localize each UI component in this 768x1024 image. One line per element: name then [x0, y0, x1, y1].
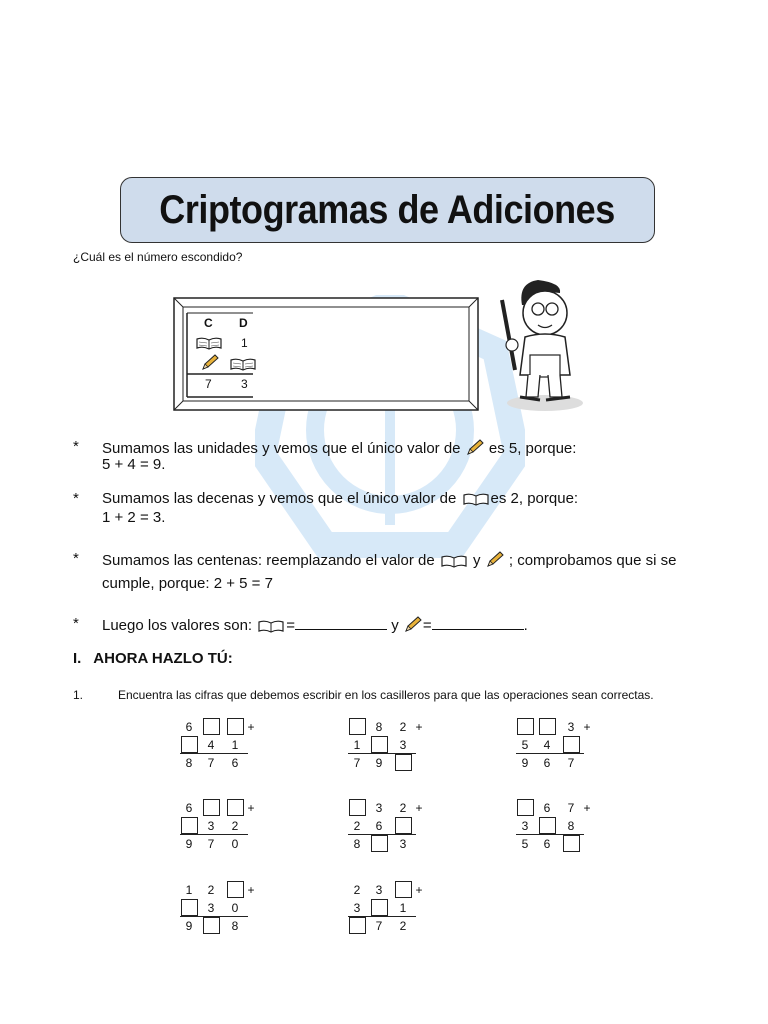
sum-line — [180, 916, 248, 917]
digit: 6 — [375, 819, 383, 833]
column-d-label: D — [239, 316, 248, 330]
bullet: * — [73, 490, 79, 507]
digit: 3 — [207, 901, 215, 915]
answer-blank-pencil[interactable] — [432, 615, 524, 630]
digit: 8 — [375, 720, 383, 734]
digit-box[interactable] — [227, 881, 244, 898]
addition-problem-8 — [348, 883, 438, 945]
digit: 2 — [399, 919, 407, 933]
item4-text: Luego los valores son: — [102, 617, 253, 634]
instruction-number: 1. — [73, 688, 84, 702]
digit-box[interactable] — [203, 917, 220, 934]
item4-period: . — [523, 617, 528, 634]
digit: 5 — [521, 738, 529, 752]
digit: 7 — [567, 801, 575, 815]
digit: 3 — [521, 819, 529, 833]
digit: 6 — [231, 756, 239, 770]
answer-blank-book[interactable] — [295, 615, 387, 630]
explanation-item-3 — [102, 550, 676, 569]
title-banner — [120, 177, 655, 243]
digit: 9 — [185, 919, 193, 933]
addition-problem-7 — [180, 883, 270, 945]
instruction-text: Encuentra las cifras que debemos escribir en los casilleros para que las operaciones sean correctas. — [118, 688, 654, 702]
sum-line — [348, 753, 416, 754]
digit: 7 — [207, 756, 215, 770]
pencil-icon — [200, 353, 220, 371]
digit-box[interactable] — [181, 736, 198, 753]
column-c-label: C — [204, 316, 213, 330]
item4-eq2: = — [422, 617, 432, 634]
digit-box[interactable] — [349, 718, 366, 735]
section-heading: I. AHORA HAZLO TÚ: — [73, 650, 233, 667]
digit: 4 — [543, 738, 551, 752]
item3-y: y — [473, 552, 481, 569]
digit: 9 — [521, 756, 529, 770]
digit: 4 — [207, 738, 215, 752]
digit-box[interactable] — [539, 718, 556, 735]
page-title: Criptogramas de Adiciones — [159, 187, 616, 232]
plus-sign: + — [415, 801, 423, 815]
pencil-icon — [465, 438, 485, 456]
result-c-digit: 7 — [205, 377, 212, 391]
sum-line — [348, 916, 416, 917]
digit: 0 — [231, 837, 239, 851]
row1-d-digit: 1 — [241, 336, 248, 350]
plus-sign: + — [247, 720, 255, 734]
plus-sign: + — [583, 720, 591, 734]
plus-sign: + — [415, 883, 423, 897]
question-text: ¿Cuál es el número escondido? — [73, 250, 243, 264]
digit-box[interactable] — [563, 736, 580, 753]
digit: 1 — [353, 738, 361, 752]
digit-box[interactable] — [371, 835, 388, 852]
bullet: * — [73, 615, 79, 632]
addition-problem-2 — [348, 720, 438, 782]
addition-problem-5 — [348, 801, 438, 863]
digit: 8 — [353, 837, 361, 851]
sum-line — [180, 753, 248, 754]
digit-box[interactable] — [181, 817, 198, 834]
digit-box[interactable] — [563, 835, 580, 852]
item2-equation: 1 + 2 = 3. — [102, 509, 166, 526]
sum-line — [180, 834, 248, 835]
digit: 9 — [185, 837, 193, 851]
digit: 7 — [353, 756, 361, 770]
digit: 1 — [399, 901, 407, 915]
plus-sign: + — [247, 883, 255, 897]
digit-box[interactable] — [227, 799, 244, 816]
digit: 7 — [567, 756, 575, 770]
digit: 6 — [185, 801, 193, 815]
item3-continuation: cumple, porque: 2 + 5 = 7 — [102, 575, 273, 592]
digit: 3 — [567, 720, 575, 734]
item2-text: Sumamos las decenas y vemos que el único valor de — [102, 490, 457, 507]
digit-box[interactable] — [203, 799, 220, 816]
digit: 8 — [231, 919, 239, 933]
addition-problem-3 — [516, 720, 606, 782]
digit-box[interactable] — [181, 899, 198, 916]
digit: 2 — [353, 819, 361, 833]
digit-box[interactable] — [517, 799, 534, 816]
digit: 3 — [399, 738, 407, 752]
addition-problem-4 — [180, 801, 270, 863]
item1-text-end: es 5, porque: — [488, 440, 577, 457]
digit: 0 — [231, 901, 239, 915]
item1-equation: 5 + 4 = 9. — [102, 456, 166, 473]
item4-y: y — [391, 617, 399, 634]
item3-text-end: ; comprobamos que si se — [508, 552, 677, 569]
digit: 2 — [353, 883, 361, 897]
blackboard — [173, 297, 479, 411]
digit: 8 — [567, 819, 575, 833]
digit: 1 — [231, 738, 239, 752]
digit: 3 — [207, 819, 215, 833]
digit: 6 — [185, 720, 193, 734]
pencil-icon — [485, 550, 505, 568]
item4-eq1: = — [286, 617, 296, 634]
sum-line — [348, 834, 416, 835]
bullet: * — [73, 550, 79, 567]
digit: 3 — [375, 883, 383, 897]
digit: 3 — [353, 901, 361, 915]
explanation-item-4 — [102, 615, 528, 634]
item2-text-end: es 2, porque: — [490, 490, 579, 507]
digit: 6 — [543, 801, 551, 815]
explanation-item-1 — [102, 438, 576, 457]
plus-sign: + — [583, 801, 591, 815]
addition-problem-6 — [516, 801, 606, 863]
digit: 2 — [231, 819, 239, 833]
sum-line — [516, 753, 584, 754]
digit: 2 — [207, 883, 215, 897]
digit: 7 — [375, 919, 383, 933]
bullet: * — [73, 438, 79, 455]
open-book-icon — [195, 336, 223, 350]
digit-box[interactable] — [371, 736, 388, 753]
open-book-icon — [229, 357, 257, 371]
digit-box[interactable] — [517, 718, 534, 735]
pencil-icon — [403, 615, 423, 633]
digit-box[interactable] — [371, 899, 388, 916]
digit-box[interactable] — [203, 718, 220, 735]
digit-box[interactable] — [539, 817, 556, 834]
digit: 6 — [543, 756, 551, 770]
digit: 7 — [207, 837, 215, 851]
open-book-icon — [256, 619, 286, 633]
digit: 3 — [399, 837, 407, 851]
open-book-icon — [461, 492, 491, 506]
digit-box[interactable] — [395, 754, 412, 771]
digit-box[interactable] — [227, 718, 244, 735]
plus-sign: + — [247, 801, 255, 815]
boy-illustration — [490, 275, 590, 415]
digit-box[interactable] — [395, 881, 412, 898]
digit: 3 — [375, 801, 383, 815]
digit: 5 — [521, 837, 529, 851]
result-d-digit: 3 — [241, 377, 248, 391]
item1-text: Sumamos las unidades y vemos que el único valor de — [102, 440, 461, 457]
digit: 2 — [399, 720, 407, 734]
digit-box[interactable] — [349, 799, 366, 816]
digit: 2 — [399, 801, 407, 815]
open-book-icon — [439, 554, 469, 568]
digit: 6 — [543, 837, 551, 851]
digit: 1 — [185, 883, 193, 897]
sum-line — [516, 834, 584, 835]
addition-problem-1 — [180, 720, 270, 782]
digit-box[interactable] — [395, 817, 412, 834]
item3-text: Sumamos las centenas: reemplazando el valor de — [102, 552, 435, 569]
explanation-item-2 — [102, 490, 578, 507]
plus-sign: + — [415, 720, 423, 734]
digit: 9 — [375, 756, 383, 770]
digit: 8 — [185, 756, 193, 770]
digit-box[interactable] — [349, 917, 366, 934]
